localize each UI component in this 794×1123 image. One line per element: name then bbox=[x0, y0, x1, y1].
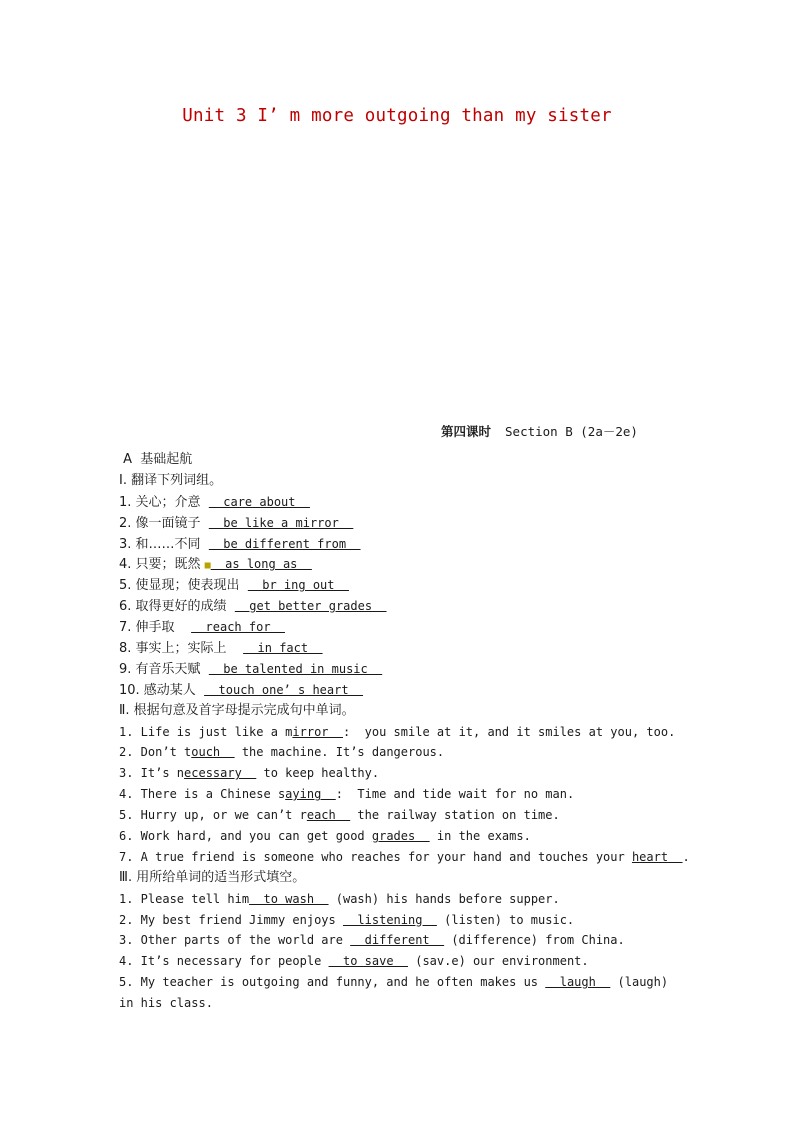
item-answer: to wash bbox=[249, 891, 329, 906]
lesson-label: 第四课时 bbox=[441, 424, 492, 439]
item-suffix: to keep healthy. bbox=[256, 766, 380, 781]
exercise-item bbox=[119, 617, 689, 638]
exercise-item bbox=[119, 805, 689, 826]
item-answer: be talented in music bbox=[208, 661, 383, 676]
item-prompt: 3. Other parts of the world are bbox=[119, 933, 351, 948]
item-prompt: 7. 伸手取 bbox=[119, 620, 192, 636]
item-prompt: 3. 和……不同 bbox=[119, 536, 209, 552]
exercise-item bbox=[119, 972, 689, 1014]
part3-list bbox=[119, 889, 689, 1014]
item-prompt: 7. A true friend is someone who reaches for your hand and touches your bbox=[119, 849, 632, 864]
item-suffix: (sav.e) our environment. bbox=[408, 954, 589, 969]
part3-heading: Ⅲ. 用所给单词的适当形式填空。 bbox=[119, 869, 306, 885]
exercise-item bbox=[119, 763, 689, 784]
item-answer: different bbox=[350, 933, 445, 948]
item-prompt: 4. 只要；既然 bbox=[119, 557, 205, 573]
part-a-heading: A 基础起航 bbox=[119, 452, 193, 467]
item-answer: aying bbox=[285, 787, 336, 802]
exercise-item bbox=[119, 930, 689, 951]
part2-heading: Ⅱ. 根据句意及首字母提示完成句中单词。 bbox=[119, 702, 355, 718]
part1-heading: Ⅰ. 翻译下列词组。 bbox=[119, 472, 223, 488]
part2-list bbox=[119, 722, 689, 868]
item-answer: heart bbox=[631, 849, 683, 864]
item-answer: br ing out bbox=[247, 578, 349, 593]
exercise-item bbox=[119, 534, 689, 555]
item-prompt: 9. 有音乐天赋 bbox=[119, 661, 209, 677]
item-prompt: 10. 感动某人 bbox=[119, 682, 205, 698]
exercise-item bbox=[119, 722, 689, 743]
lesson-section: Section B (2a－2e) bbox=[505, 424, 638, 439]
item-answer: laugh bbox=[545, 975, 611, 990]
lesson-header bbox=[441, 422, 638, 440]
item-suffix: (wash) his hands before supper. bbox=[328, 891, 560, 906]
item-prompt: 3. It’s n bbox=[119, 766, 185, 781]
item-suffix: in the exams. bbox=[429, 829, 531, 844]
item-answer: get better grades bbox=[234, 599, 387, 614]
item-prompt: 5. 使显现；使表现出 bbox=[119, 578, 248, 594]
exercise-item bbox=[119, 596, 689, 617]
item-answer: care about bbox=[208, 494, 310, 509]
item-prompt: 8. 事实上；实际上 bbox=[119, 641, 244, 657]
item-suffix: : you smile at it, and it smiles at you, too. bbox=[342, 724, 676, 739]
item-answer: reach for bbox=[191, 620, 285, 635]
exercise-item bbox=[119, 951, 689, 972]
item-suffix: the railway station on time. bbox=[350, 808, 560, 823]
item-answer: grades bbox=[371, 829, 430, 844]
item-prompt: 6. Work hard, and you can get good bbox=[119, 829, 372, 844]
item-prompt: 2. Don’t t bbox=[119, 745, 192, 760]
item-suffix: (laugh) in his class. bbox=[119, 975, 676, 1011]
exercise-item bbox=[119, 554, 689, 575]
exercise-item bbox=[119, 742, 689, 763]
exercise-item bbox=[119, 680, 689, 701]
item-prompt: 5. My teacher is outgoing and funny, and he often makes us bbox=[119, 975, 546, 990]
item-answer: to save bbox=[328, 954, 408, 969]
exercise-item bbox=[119, 910, 689, 931]
exercise-item bbox=[119, 575, 689, 596]
item-prompt: 1. Life is just like a m bbox=[119, 724, 293, 739]
exercise-item bbox=[119, 659, 689, 680]
item-suffix: (listen) to music. bbox=[436, 912, 575, 927]
exercise-item bbox=[119, 492, 689, 513]
item-prompt: 1. Please tell him bbox=[119, 891, 250, 906]
item-answer: irror bbox=[292, 724, 343, 739]
item-answer: ouch bbox=[191, 745, 235, 760]
exercise-item bbox=[119, 826, 689, 847]
item-answer: ecessary bbox=[184, 766, 257, 781]
exercise-item bbox=[119, 513, 689, 534]
item-answer: be different from bbox=[208, 536, 361, 551]
item-suffix: the machine. It’s dangerous. bbox=[234, 745, 445, 760]
item-answer: listening bbox=[342, 912, 437, 927]
item-prompt: 5. Hurry up, or we can’t r bbox=[119, 808, 307, 823]
item-suffix: : Time and tide wait for no man. bbox=[335, 787, 575, 802]
item-prompt: 4. It’s necessary for people bbox=[119, 954, 329, 969]
exercise-item bbox=[119, 889, 689, 910]
marker-icon: ■ bbox=[204, 560, 211, 572]
item-prompt: 6. 取得更好的成绩 bbox=[119, 599, 235, 615]
item-suffix: . bbox=[682, 849, 690, 864]
item-suffix: (difference) from China. bbox=[444, 933, 625, 948]
exercise-content bbox=[119, 450, 689, 1014]
item-answer: touch one’ s heart bbox=[204, 682, 364, 697]
item-answer: each bbox=[306, 808, 351, 823]
exercise-item bbox=[119, 638, 689, 659]
exercise-item bbox=[119, 784, 689, 805]
item-answer: as long as bbox=[210, 557, 312, 572]
item-prompt: 4. There is a Chinese s bbox=[119, 787, 286, 802]
item-prompt: 2. 像一面镜子 bbox=[119, 515, 209, 531]
item-answer: in fact bbox=[243, 641, 323, 656]
part1-list bbox=[119, 492, 689, 701]
item-prompt: 1. 关心；介意 bbox=[119, 494, 209, 510]
item-answer: be like a mirror bbox=[208, 515, 354, 530]
page-title: Unit 3 I’ m more outgoing than my sister bbox=[182, 106, 612, 126]
item-prompt: 2. My best friend Jimmy enjoys bbox=[119, 912, 343, 927]
exercise-item bbox=[119, 847, 689, 868]
